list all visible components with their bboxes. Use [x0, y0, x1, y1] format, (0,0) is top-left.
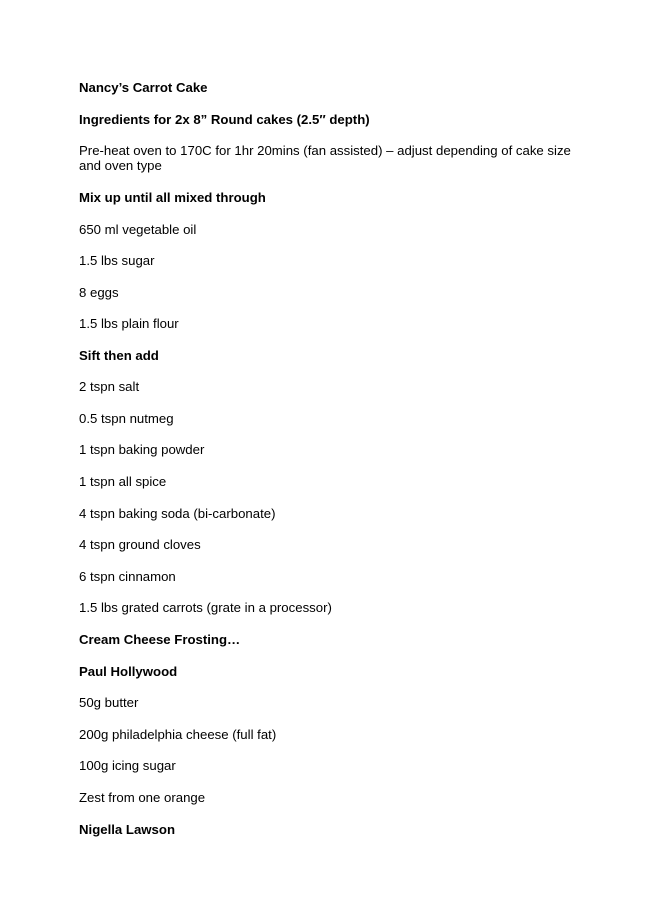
- ingredient-item: 6 tspn cinnamon: [79, 569, 176, 584]
- section-heading-nigella-lawson: Nigella Lawson: [79, 822, 175, 837]
- section-heading-mix: Mix up until all mixed through: [79, 190, 266, 205]
- ingredient-item: 1.5 lbs sugar: [79, 253, 155, 268]
- ingredient-item: 50g butter: [79, 695, 139, 710]
- section-heading-paul-hollywood: Paul Hollywood: [79, 664, 178, 679]
- section-heading-frosting: Cream Cheese Frosting…: [79, 632, 241, 647]
- section-heading-sift: Sift then add: [79, 348, 159, 363]
- ingredient-item: 200g philadelphia cheese (full fat): [79, 727, 277, 742]
- recipe-title: Nancy’s Carrot Cake: [79, 80, 208, 95]
- ingredient-item: 1 tspn baking powder: [79, 442, 205, 457]
- ingredient-item: 100g icing sugar: [79, 758, 176, 773]
- ingredient-item: 4 tspn ground cloves: [79, 537, 201, 552]
- ingredient-item: 2 tspn salt: [79, 379, 140, 394]
- ingredient-item: 1.5 lbs plain flour: [79, 316, 179, 331]
- ingredient-item: 0.5 tspn nutmeg: [79, 411, 174, 426]
- ingredient-item: 1.5 lbs grated carrots (grate in a processor): [79, 600, 332, 615]
- ingredient-item: 1 tspn all spice: [79, 474, 167, 489]
- ingredient-item: Zest from one orange: [79, 790, 206, 805]
- ingredient-item: 650 ml vegetable oil: [79, 222, 197, 237]
- ingredient-item: 4 tspn baking soda (bi-carbonate): [79, 506, 276, 521]
- ingredient-item: 8 eggs: [79, 285, 119, 300]
- instructions-line-1: Pre-heat oven to 170C for 1hr 20mins (fan assisted) – adjust depending of cake size: [79, 143, 571, 158]
- instructions-line-2: and oven type: [79, 158, 162, 173]
- recipe-subtitle: Ingredients for 2x 8” Round cakes (2.5″ depth): [79, 112, 370, 127]
